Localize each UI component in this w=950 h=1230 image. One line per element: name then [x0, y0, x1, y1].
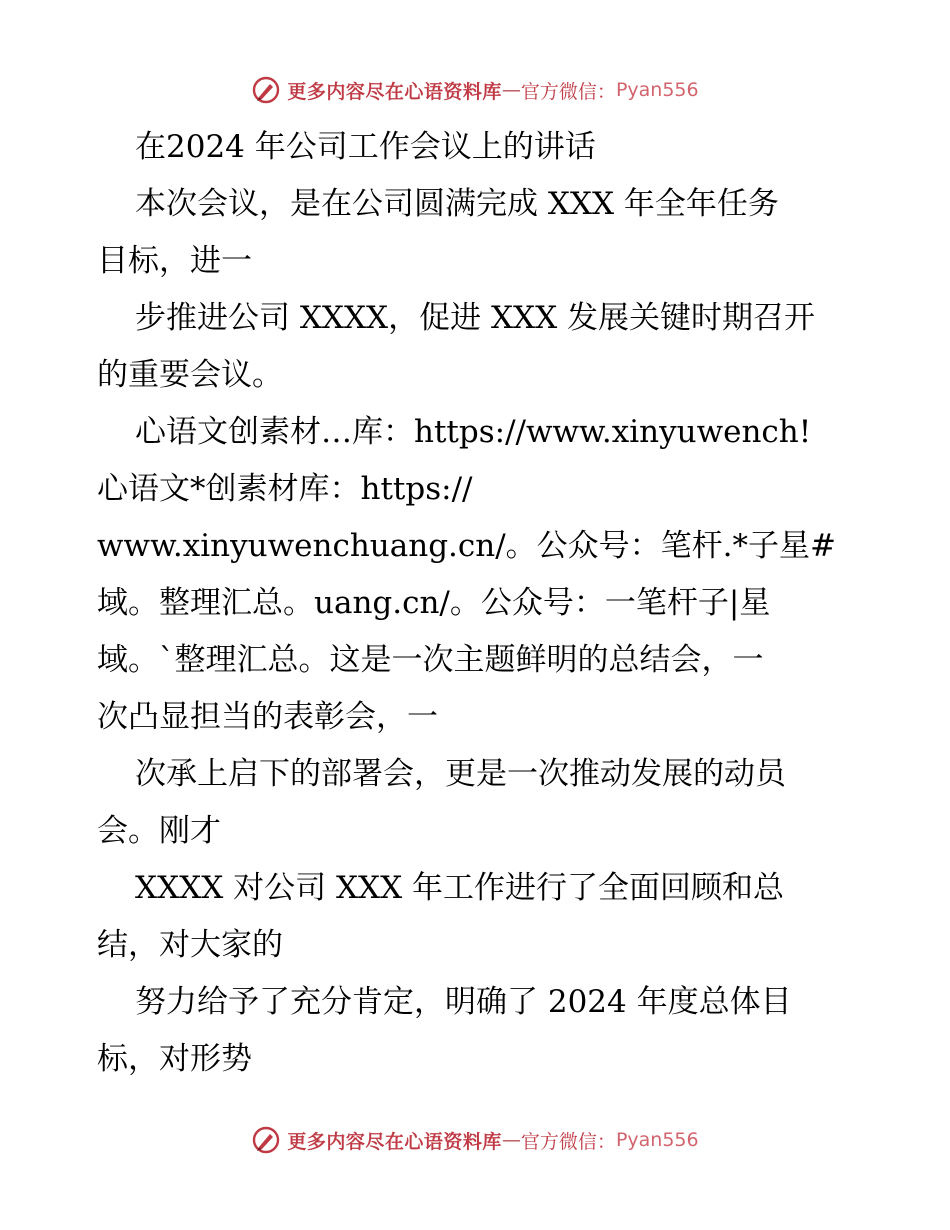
paragraph-line: 心语文*创素材库：https://: [97, 471, 473, 507]
banner-separator: —: [501, 79, 521, 101]
footer-banner: [0, 1120, 950, 1160]
banner-wechat-id: Pyan556: [615, 1129, 699, 1151]
paragraph-line: 域。`整理汇总。这是一次主题鲜明的总结会，一: [97, 642, 764, 678]
paragraph-line: 心语文创素材…库：https://www.xinyuwench!: [135, 414, 812, 450]
paragraph-line: 域。整理汇总。uang.cn/。公众号：一笔杆子|星: [97, 585, 771, 621]
paragraph-line: 次凸显担当的表彰会，一: [97, 699, 438, 735]
banner-wechat-label: 官方微信：: [520, 1130, 616, 1153]
document-body: [97, 119, 857, 1088]
paragraph-line: 本次会议，是在公司圆满完成 XXX 年全年任务: [135, 186, 779, 222]
paragraph-line: 结，对大家的: [97, 927, 283, 963]
paragraph-line: 会。刚才: [97, 813, 221, 849]
paragraph-line: 努力给予了充分肯定，明确了 2024 年度总体目: [135, 984, 792, 1020]
pen-in-circle-icon: [251, 1125, 281, 1155]
paragraph-line: 次承上启下的部署会，更是一次推动发展的动员: [135, 756, 786, 792]
banner-slogan: 更多内容尽在心语资料库: [287, 1130, 502, 1153]
paragraph-line: XXXX 对公司 XXX 年工作进行了全面回顾和总: [135, 870, 785, 906]
paragraph-line: www.xinyuwenchuang.cn/。公众号：笔杆.*子星#: [97, 528, 837, 564]
banner-wechat-id: Pyan556: [615, 79, 699, 101]
banner-slogan: 更多内容尽在心语资料库: [287, 80, 502, 103]
paragraph-line: 步推进公司 XXXX，促进 XXX 发展关键时期召开: [135, 300, 816, 336]
paragraph-line: 的重要会议。: [97, 357, 283, 393]
paragraph-line: 标，对形势: [97, 1041, 252, 1077]
paragraph-line: 在2024 年公司工作会议上的讲话: [135, 129, 596, 165]
paragraph-line: 目标，进一: [97, 243, 252, 279]
banner-wechat-label: 官方微信：: [520, 80, 616, 103]
header-banner: [0, 70, 950, 110]
banner-separator: —: [501, 1129, 521, 1151]
pen-in-circle-icon: [251, 75, 281, 105]
